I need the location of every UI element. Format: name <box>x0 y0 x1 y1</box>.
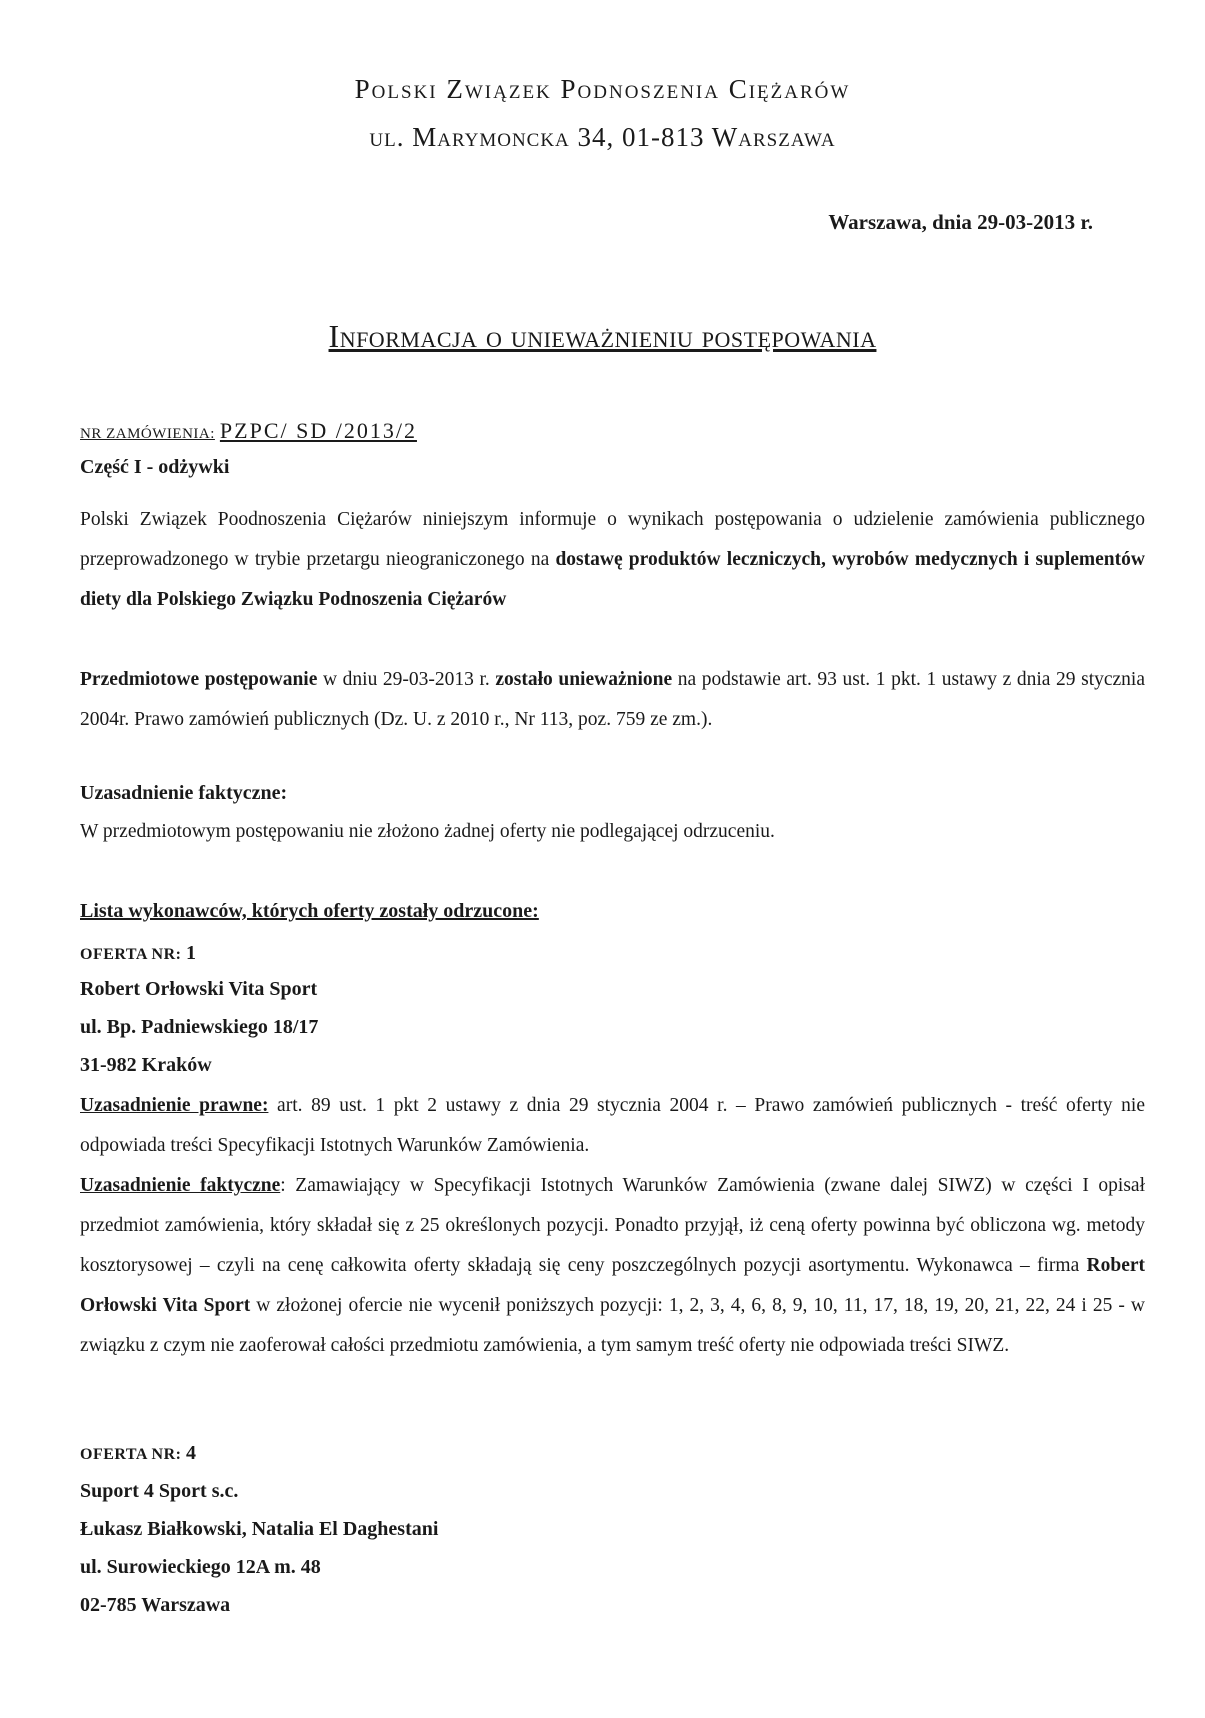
offer-4-label: OFERTA NR: <box>80 1446 182 1463</box>
offer-1-line: 31-982 Kraków <box>80 1054 212 1076</box>
offer-1-line: Robert Orłowski Vita Sport <box>80 978 318 1000</box>
annulment-bold-2: zostało unieważnione <box>495 669 673 690</box>
order-number-value: PZPC/ SD /2013/2 <box>219 418 417 443</box>
annulment-bold-1: Przedmiotowe postępowanie <box>80 669 318 690</box>
offer-4-value: 4 <box>185 1442 197 1464</box>
organization-name: Polski Związek Podnoszenia Ciężarów <box>354 74 851 104</box>
offer-4-address <box>80 1472 1145 1624</box>
intro-text: Polski Związek Poodnoszenia Ciężarów niniejszym informuje o wynikach postępowania o udzielenie zamówienia publicznego przeprowadzonego w trybie przetargu nieograniczonego na <box>80 509 1145 570</box>
annulment-paragraph <box>80 660 1145 740</box>
offer-1-number <box>80 942 1145 965</box>
offer-1-address <box>80 970 1145 1084</box>
annulment-text-1: w dniu 29-03-2013 r. <box>317 669 496 690</box>
organization-address: ul. Marymoncka 34, 01-813 Warszawa <box>369 122 836 152</box>
offer-1-fact-text-1: : Zamawiający w Specyfikacji Istotnych Warunków Zamówienia (zwane dalej SIWZ) w części I opisał przedmiot zamówienia, który składał się z 25 określonych pozycji. Ponadto przyjął, iż ceną oferty powinna być obliczona wg. metody kosztorysowej – czyli na cenę całkowita oferty składają się ceny poszczególnych pozycji asortymentu. Wykonawca – firma <box>80 1175 1146 1276</box>
offer-4-line: 02-785 Warszawa <box>80 1594 231 1616</box>
offer-1-label: OFERTA NR: <box>80 946 182 963</box>
factual-heading: Uzasadnienie faktyczne: <box>80 782 288 804</box>
intro-subject: dostawę produktów leczniczych, wyrobów medycznych i suplementów diety dla Polskiego Związku Podnoszenia Ciężarów <box>80 549 1145 610</box>
part-heading: Część I - odżywki <box>80 456 230 478</box>
offer-1-value: 1 <box>185 942 197 964</box>
document-title: Informacja o unieważnieniu postępowania <box>328 318 877 354</box>
offer-4-line: ul. Surowieckiego 12A m. 48 <box>80 1556 321 1578</box>
offer-1-fact-text-2: w złożonej ofercie nie wycenił poniższych pozycji: 1, 2, 3, 4, 6, 8, 9, 10, 11, 17, 18, 19, 20, 21, 22, 24 i 25 - w związku z czym nie zaoferował całości przedmiotu zamówienia, a tym samym treść oferty nie odpowiada treści SIWZ. <box>80 1295 1146 1356</box>
offer-1-line: ul. Bp. Padniewskiego 18/17 <box>80 1016 319 1038</box>
offer-4-line: Łukasz Białkowski, Natalia El Daghestani <box>80 1518 439 1540</box>
offer-1-legal-text: art. 89 ust. 1 pkt 2 ustawy z dnia 29 stycznia 2004 r. – Prawo zamówień publicznych - treść oferty nie odpowiada treści Specyfikacji Istotnych Warunków Zamówienia. <box>80 1095 1145 1156</box>
offer-1-factual-justification <box>80 1166 1145 1366</box>
offer-1-fact-bold: Robert Orłowski Vita Sport <box>80 1255 1145 1316</box>
order-number-label: NR ZAMÓWIENIA: <box>80 426 215 442</box>
offer-1-legal-justification <box>80 1086 1145 1166</box>
offer-1-fact-label: Uzasadnienie faktyczne <box>80 1175 281 1196</box>
factual-text: W przedmiotowym postępowaniu nie złożono żadnej oferty nie podlegającej odrzuceniu. <box>80 821 775 842</box>
offer-4-line: Suport 4 Sport s.c. <box>80 1480 239 1502</box>
offer-4-number <box>80 1442 1145 1465</box>
intro-paragraph <box>80 500 1145 620</box>
annulment-text-2: na podstawie art. 93 ust. 1 pkt. 1 ustawy z dnia 29 stycznia 2004r. Prawo zamówień publicznych (Dz. U. z 2010 r., Nr 113, poz. 759 ze zm.). <box>80 669 1146 730</box>
order-number-line <box>80 418 1145 444</box>
date-line: Warszawa, dnia 29-03-2013 r. <box>828 210 1093 234</box>
rejected-list-heading: Lista wykonawców, których oferty zostały odrzucone: <box>80 900 539 922</box>
offer-1-legal-label: Uzasadnienie prawne: <box>80 1095 269 1116</box>
